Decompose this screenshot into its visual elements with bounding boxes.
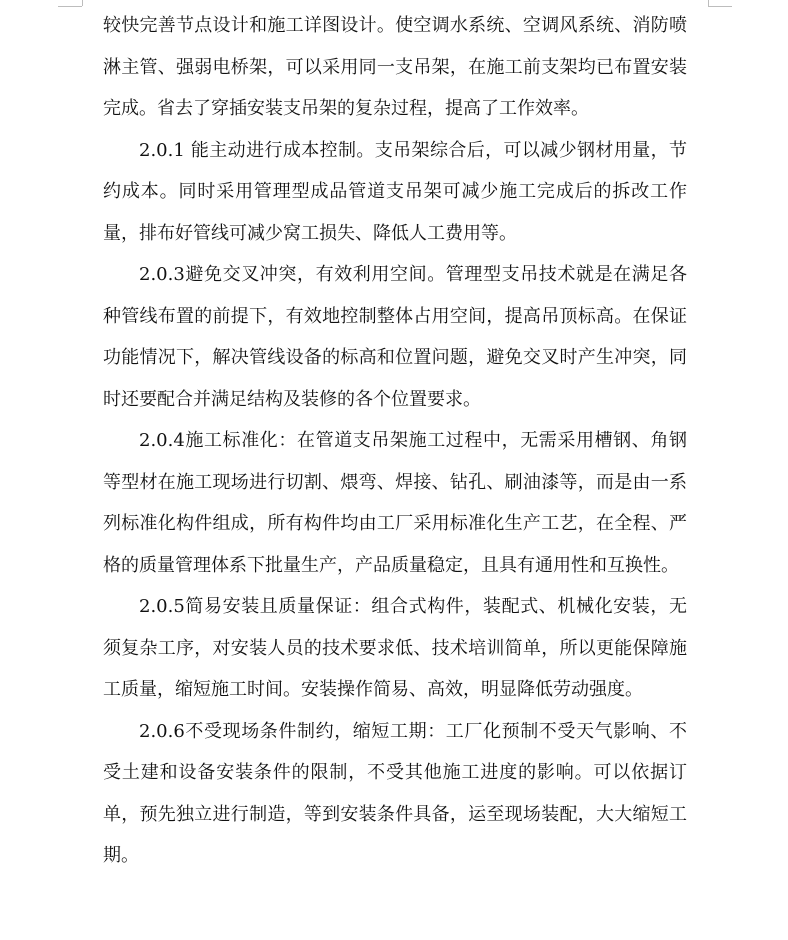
paragraph-2-0-1: 2.0.1 能主动进行成本控制。支吊架综合后，可以减少钢材用量，节约成本。同时采用管理型成品管道支吊架可减少施工完成后的拆改工作量，排布好管线可减少窝工损失、降低人工费用等。 [103,139,687,244]
paragraph-2-0-4: 2.0.4施工标准化：在管道支吊架施工过程中，无需采用槽钢、角钢等型材在施工现场进行切割、煨弯、焊接、钻孔、刷油漆等，而是由一系列标准化构件组成，所有构件均由工厂采用标准化生产工艺，在全程、严格的质量管理体系下批量生产，产品质量稳定，且具有通用性和互换性。 [103,430,687,576]
document-body [103,5,687,877]
paragraph-2-0-6: 2.0.6不受现场条件制约，缩短工期：工厂化预制不受天气影响、不受土建和设备安装条件的限制，不受其他施工进度的影响。可以依据订单，预先独立进行制造，等到安装条件具备，运至现场装配，大大缩短工期。 [103,720,687,866]
paragraph-intro: 较快完善节点设计和施工详图设计。使空调水系统、空调风系统、消防喷淋主管、强弱电桥架，可以采用同一支吊架，在施工前支架均已布置安装完成。省去了穿插安装支吊架的复杂过程，提高了工作效率。 [103,15,687,119]
paragraph-2-0-5: 2.0.5简易安装且质量保证：组合式构件，装配式、机械化安装，无须复杂工序，对安装人员的技术要求低、技术培训简单，所以更能保障施工质量，缩短施工时间。安装操作简易、高效，明显降低劳动强度。 [103,596,687,700]
crop-mark-right-horizontal [708,6,732,7]
paragraph-2-0-3: 2.0.3避免交叉冲突，有效利用空间。管理型支吊技术就是在满足各种管线布置的前提下，有效地控制整体占用空间，提高吊顶标高。在保证功能情况下，解决管线设备的标高和位置问题，避免交叉时产生冲突，同时还要配合并满足结构及装修的各个位置要求。 [103,264,687,410]
crop-mark-left-horizontal [58,6,82,7]
crop-mark-left [82,0,83,6]
